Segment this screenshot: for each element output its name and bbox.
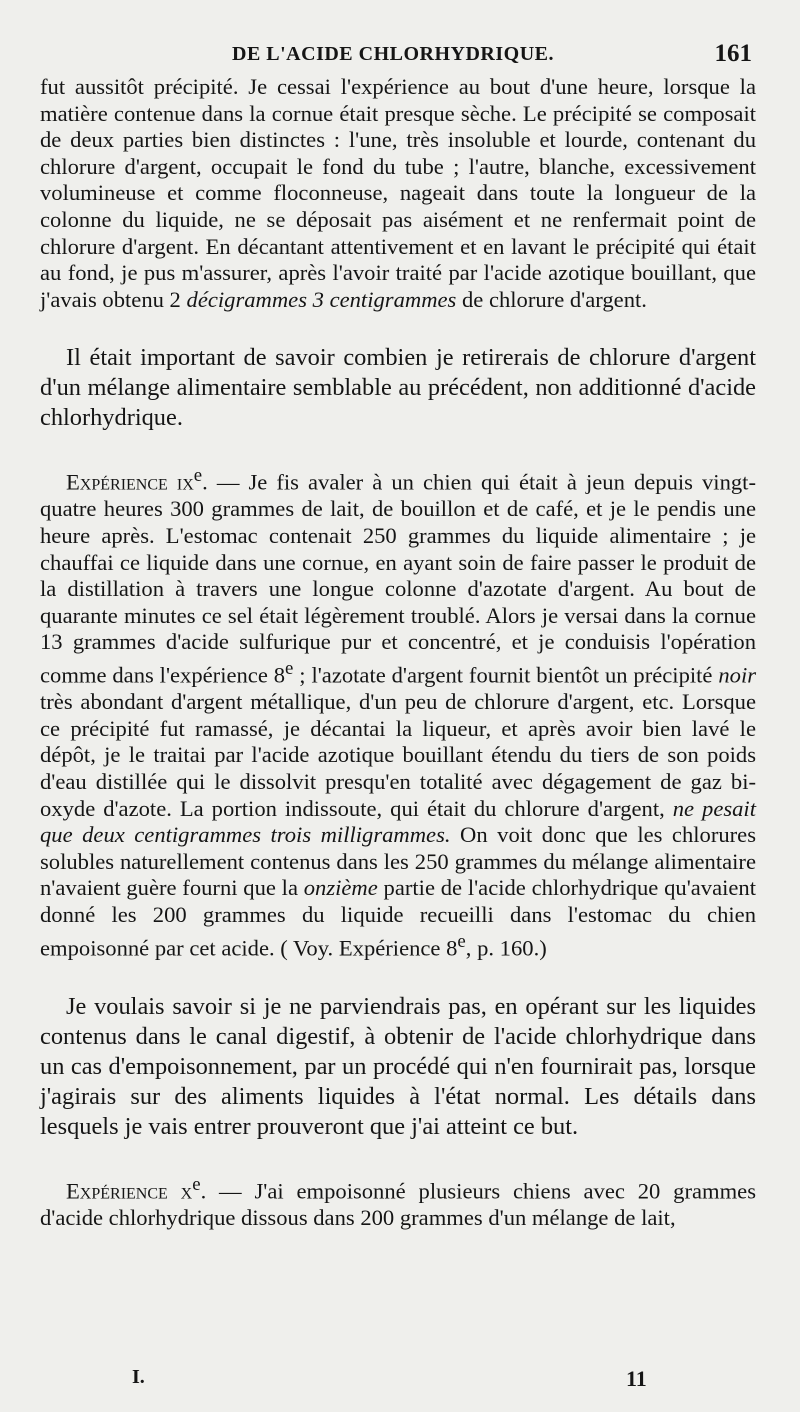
folio-number: 11 (626, 1366, 647, 1391)
experiment-heading: Expérience ix (66, 469, 194, 495)
page-footer (0, 1366, 800, 1396)
paragraph-text: . — J'ai empoisonné plusieurs chiens avec 20 grammes d'acide chlorhydrique dissous dans 200 grammes d'un mélange de lait, (40, 1178, 756, 1230)
running-title: DE L'ACIDE CHLORHYDRIQUE. (232, 43, 554, 65)
italic-word: noir (718, 662, 757, 688)
ordinal-superscript: e (457, 930, 466, 952)
paragraph-text: partie de l'acide chlorhydrique qu'avaient donné les 200 grammes du liquide recueilli dans l'estomac du chien empoisonné par cet acide. ( Voy. Expérience 8 (40, 875, 756, 961)
page-number: 161 (714, 40, 752, 67)
paragraph-text: très abondant d'argent métallique, d'un peu de chlorure d'argent, etc. Lorsque ce précipité fut ramassé, je décantai la liqueur, et après avoir bien lavé le dépôt, je le traitai par l'acide azotique bouillant étendu du tiers de son poids d'eau distillée qui le dissolvit presqu'en totalité avec dégagement de gaz bi-oxyde d'azote. La portion indissoute, qui était du chlorure d'argent, (40, 689, 756, 821)
page-body (40, 74, 756, 1231)
italic-word: onzième (303, 875, 378, 901)
paragraph-text: ; l'azotate d'argent fournit bientôt un précipité (293, 662, 719, 688)
paragraph-large: Je voulais savoir si je ne parviendrais pas, en opérant sur les liquides contenus dans le canal digestif, à obtenir de l'acide chlorhydrique dans un cas d'empoisonnement, par un procédé qui n'en fournirait pas, lorsque j'agirais sur des aliments liquides à l'état normal. Les détails dans lesquels je vais entrer prouveront que j'ai atteint ce but. (40, 992, 756, 1140)
ordinal-superscript: e (285, 658, 294, 680)
paragraph-continuation (40, 74, 756, 313)
page-header (0, 40, 800, 74)
experiment-x-paragraph (40, 1172, 756, 1232)
paragraph-large: Il était important de savoir combien je retirerais de chlorure d'argent d'un mélange alimentaire semblable au précédent, non additionné d'acide chlorhydrique. (40, 344, 756, 432)
ordinal-superscript: e (193, 465, 203, 487)
paragraph-text: On voit donc que les chlorures solubles naturellement contenus dans les 250 grammes du mélange alimentaire n'avaient guère fourni que la (40, 822, 756, 901)
experiment-heading: Expérience x (66, 1178, 193, 1204)
ordinal-superscript: e (192, 1173, 201, 1195)
paragraph-text: . — Je fis avaler à un chien qui était à jeun depuis vingt-quatre heures 300 grammes de lait, de bouillon et de café, et je le pendis une heure après. L'estomac contenait 250 grammes du liquide alimentaire ; je chauffai ce liquide dans une cornue, en ayant soin de faire passer le produit de la distillation à travers une longue colonne d'azotate d'argent. Au bout de quarante minutes ce sel était légèrement troublé. Alors je versai dans la cornue 13 grammes d'acide sulfurique pur et concentré, et je conduisis l'opération comme dans l'expérience 8 (40, 469, 756, 688)
italic-phrase: ne pesait que deux centigrammes trois milligrammes. (40, 795, 756, 848)
italic-quantity: décigrammes 3 centigrammes (186, 286, 457, 312)
experiment-ix-paragraph (40, 463, 756, 961)
paragraph-text: fut aussitôt précipité. Je cessai l'expérience au bout d'une heure, lorsque la matière contenue dans la cornue était presque sèche. Le précipité se composait de deux parties bien distinctes : l'une, très insoluble et lourde, contenant du chlorure d'argent, occupait le fond du tube ; l'autre, blanche, excessivement volumineuse et comme floconneuse, nageait dans toute la longueur de la colonne du liquide, ne se déposait pas aisément et ne renfermait point de chlorure d'argent. En décantant attentivement et en lavant le précipité qui était au fond, je pus m'assurer, après l'avoir traité par l'acide azotique bouillant, que j'avais obtenu 2 (40, 74, 756, 312)
paragraph-text: , p. 160.) (465, 935, 547, 961)
signature-mark: I. (132, 1366, 145, 1388)
paragraph-text: de chlorure d'argent. (456, 286, 647, 312)
